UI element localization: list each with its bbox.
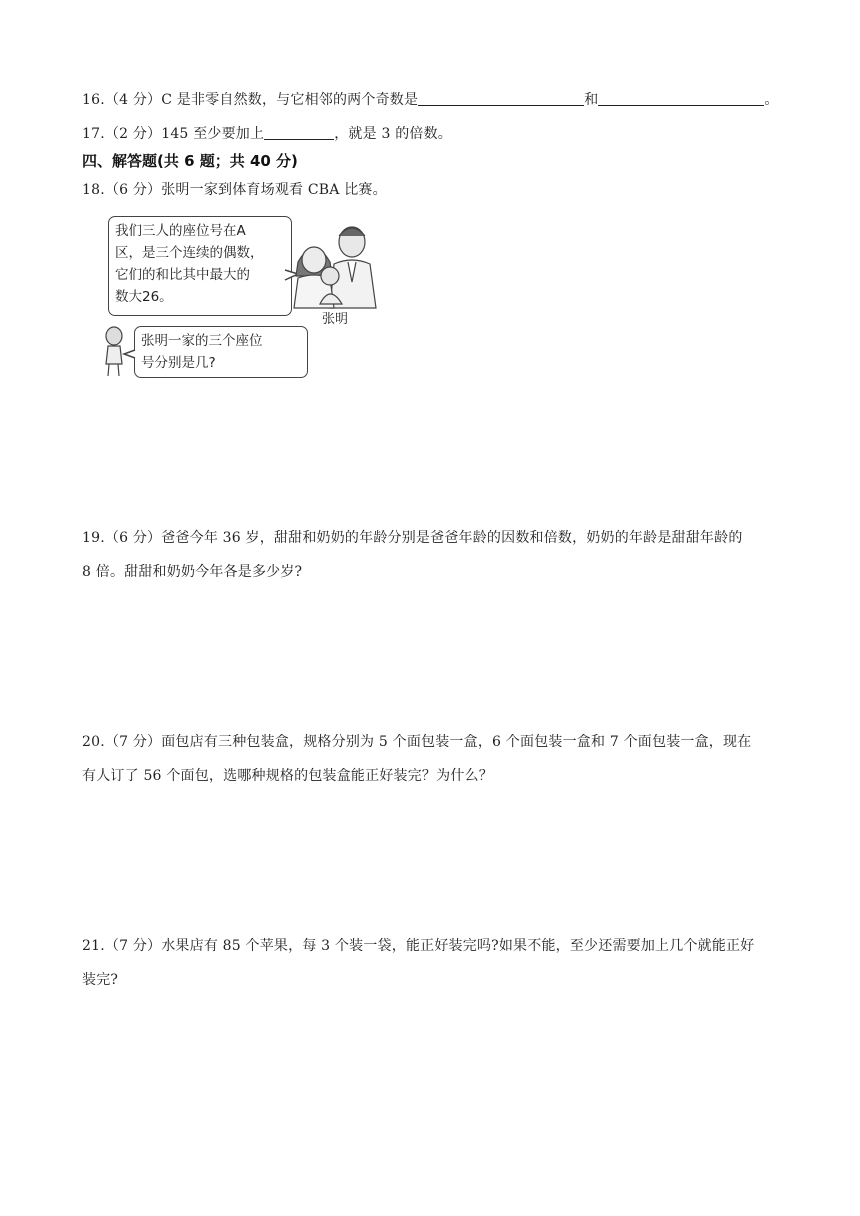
q21-line: 21.（7 分）水果店有 85 个苹果，每 3 个装一袋，能正好装完吗?如果不能，至少还需要加上几个就能正好 bbox=[82, 938, 755, 954]
q19-line: 8 倍。甜甜和奶奶今年各是多少岁? bbox=[82, 564, 303, 580]
q19-line: 19.（6 分）爸爸今年 36 岁，甜甜和奶奶的年龄分别是爸爸年龄的因数和倍数，奶奶的年龄是甜甜年龄的 bbox=[82, 530, 743, 546]
q17-suffix: ，就是 3 的倍数。 bbox=[334, 126, 453, 142]
question-21 bbox=[82, 932, 810, 994]
question-18 bbox=[82, 176, 810, 204]
section-title: 四、解答题(共 6 题；共 40 分) bbox=[82, 152, 298, 170]
question-19 bbox=[82, 524, 810, 586]
bubble1-line: 数大26。 bbox=[115, 289, 173, 305]
q16-text: 16.（4 分）C 是非零自然数，与它相邻的两个奇数是 bbox=[82, 92, 419, 108]
q16-connector: 和 bbox=[584, 92, 599, 108]
bubble1-line: 区，是三个连续的偶数， bbox=[115, 245, 264, 261]
bubble-tail-icon bbox=[124, 350, 135, 358]
question-16 bbox=[82, 86, 810, 114]
q18-illustration bbox=[102, 212, 392, 382]
q20-line: 20.（7 分）面包店有三种包装盒，规格分别为 5 个面包装一盒，6 个面包装一盒和 7 个面包装一盒，现在 bbox=[82, 734, 752, 750]
zhang-ming-caption: 张明 bbox=[322, 312, 349, 327]
boy-figure-icon bbox=[106, 327, 122, 376]
bubble1-line: 我们三人的座位号在A bbox=[115, 223, 246, 239]
q16-end: 。 bbox=[764, 92, 779, 108]
q16-answer-blank-1[interactable] bbox=[418, 89, 584, 106]
q18-text: 18.（6 分）张明一家到体育场观看 CBA 比赛。 bbox=[82, 182, 387, 198]
question-20 bbox=[82, 728, 810, 790]
q20-line: 有人订了 56 个面包，选哪种规格的包装盒能正好装完？为什么？ bbox=[82, 768, 493, 784]
bubble2-line: 张明一家的三个座位 bbox=[141, 333, 263, 349]
q17-text: 17.（2 分）145 至少要加上 bbox=[82, 126, 265, 142]
father-figure-icon bbox=[330, 227, 376, 308]
q21-line: 装完? bbox=[82, 972, 119, 988]
family-drawing-icon bbox=[102, 212, 392, 382]
q16-answer-blank-2[interactable] bbox=[598, 89, 764, 106]
q17-answer-blank[interactable] bbox=[264, 123, 334, 140]
bubble2-line: 号分别是几? bbox=[141, 355, 216, 371]
bubble1-line: 它们的和比其中最大的 bbox=[115, 267, 250, 283]
question-17 bbox=[82, 120, 810, 148]
